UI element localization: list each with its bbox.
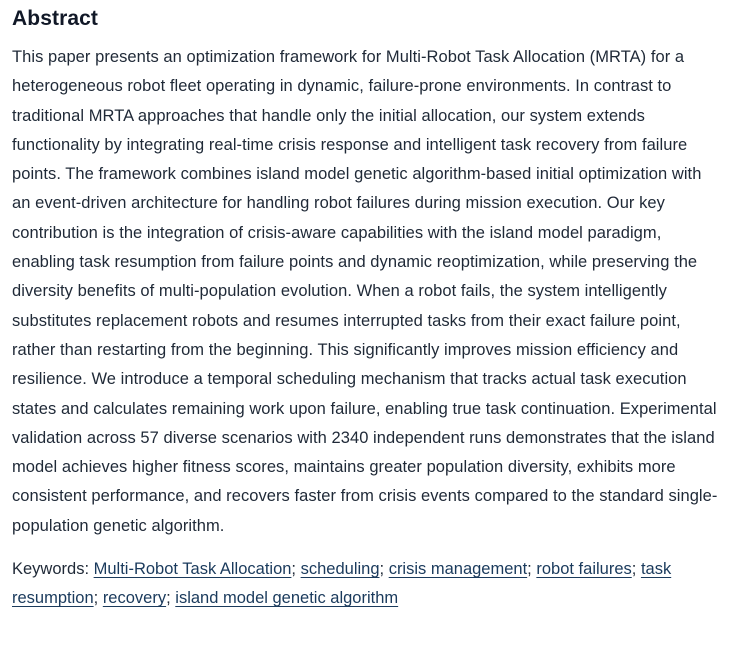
keyword-separator: ;: [166, 589, 171, 608]
keyword-separator: ;: [631, 560, 637, 579]
keyword-link[interactable]: Multi-Robot Task Allocation: [93, 560, 292, 579]
keyword-link[interactable]: island model genetic algorithm: [175, 589, 399, 608]
abstract-heading: Abstract: [12, 7, 98, 30]
keywords-line: [12, 555, 722, 613]
keyword-link[interactable]: recovery: [102, 589, 167, 608]
keyword-separator: ;: [291, 560, 297, 579]
keyword-separator: ;: [527, 560, 532, 579]
keywords-label: Keywords:: [12, 560, 90, 579]
keyword-link[interactable]: task resumption: [12, 560, 672, 608]
abstract-body: This paper presents an optimization framework for Multi-Robot Task Allocation (MRTA) for a heterogeneous robot fleet operating in dynamic, failure-prone environments. In contrast to traditional MRTA approaches that handle only the initial allocation, our system extends functionality by integrating real-time crisis response and intelligent task recovery from failure points. The framework combines island model genetic algorithm-based initial optimization with an event-driven architecture for handling robot failures during mission execution. Our key contribution is the integration of crisis-aware capabilities with the island model paradigm, enabling task resumption from failure points and dynamic reoptimization, while preserving the diversity benefits of multi-population evolution. When a robot fails, the system intelligently substitutes replacement robots and resumes interrupted tasks from their exact failure point, rather than restarting from the beginning. This significantly improves mission efficiency and resilience. We introduce a temporal scheduling mechanism that tracks actual task execution states and calculates remaining work upon failure, enabling true task continuation. Experimental validation across 57 diverse scenarios with 2340 independent runs demonstrates that the island model achieves higher fitness scores, maintains greater population diversity, exhibits more consistent performance, and recovers faster from crisis events compared to the standard single-population genetic algorithm.: [12, 48, 718, 535]
keyword-separator: ;: [379, 560, 385, 579]
keyword-separator: ;: [93, 589, 99, 608]
keyword-link[interactable]: robot failures: [536, 560, 632, 579]
keyword-link[interactable]: scheduling: [300, 560, 380, 579]
keyword-link[interactable]: crisis management: [388, 560, 528, 579]
